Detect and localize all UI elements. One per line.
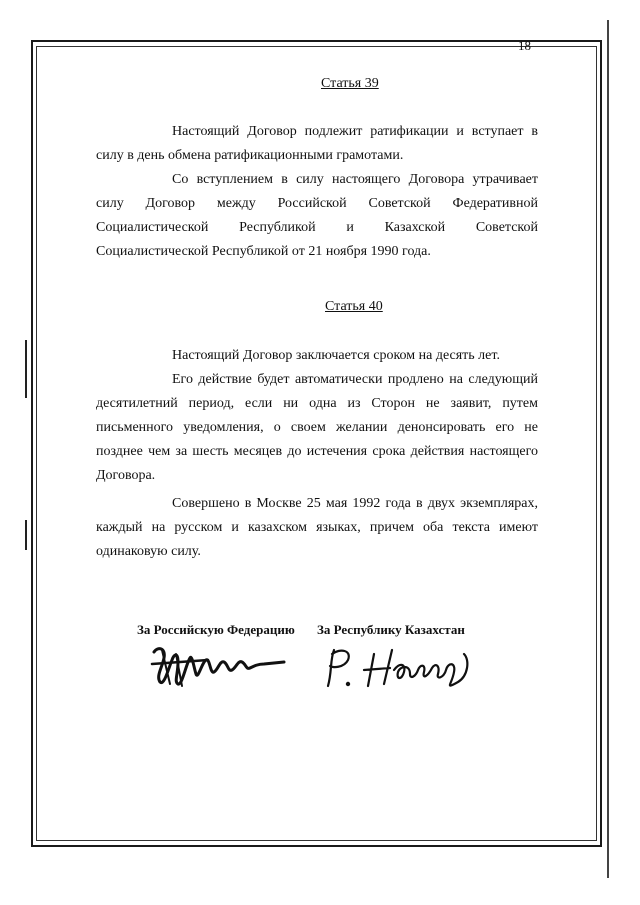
signature-kazakhstan [318, 640, 486, 698]
scan-edge-line [607, 20, 609, 878]
article-39-paragraph-2: Со вступлением в силу настоящего Договора утрачивает силу Договор между Российской Советской Федеративной Социалистической Республикой и Казахской Советской Социалистической Республикой от 21 ноября 1990 года. [96, 172, 538, 259]
page-number: 18 [518, 38, 531, 53]
signature-kazakhstan-text: Н. Назарбаев [318, 640, 324, 641]
scan-mark [25, 340, 27, 398]
article-40-paragraph-2: Его действие будет автоматически продлено на следующий десятилетний период, если ни одна из Сторон не заявит, путем письменного уведомления, о своем желании денонсировать его не позднее чем за шесть месяцев до истечения срока действия настоящего Договора. [96, 372, 538, 483]
signatory-kazakhstan-label: За Республику Казахстан [317, 622, 465, 637]
closing-paragraph: Совершено в Москве 25 мая 1992 года в двух экземплярах, каждый на русском и казахском языках, причем оба текста имеют одинаковую силу. [96, 496, 538, 559]
signatory-russia-label: За Российскую Федерацию [137, 622, 295, 637]
article-39-title: Статья 39 [321, 76, 379, 91]
article-40-paragraph-1: Настоящий Договор заключается сроком на десять лет. [172, 348, 500, 363]
article-39-paragraph-1: Настоящий Договор подлежит ратификации и вступает в силу в день обмена ратификационными грамотами. [96, 124, 538, 163]
article-40-title: Статья 40 [325, 299, 383, 314]
signature-russia [148, 640, 288, 692]
scan-mark [25, 520, 27, 550]
